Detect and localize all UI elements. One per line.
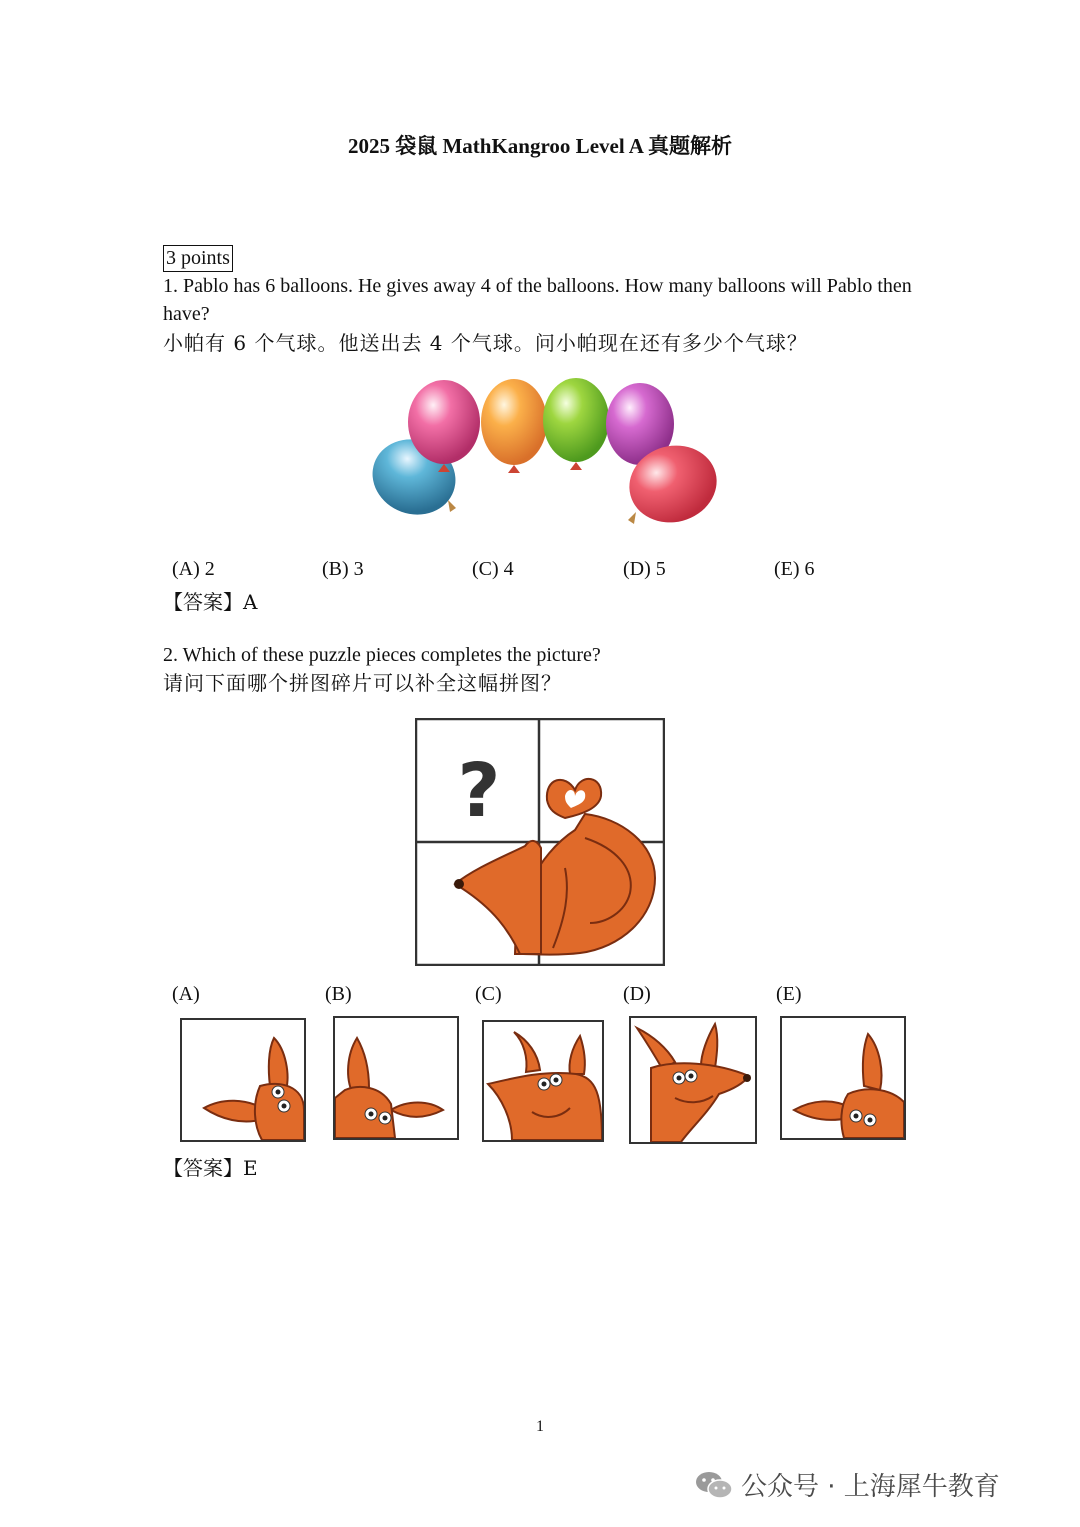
puzzle-piece-a [180,1018,306,1142]
q1-text-en: 1. Pablo has 6 balloons. He gives away 4 of the balloons. How many balloons will Pablo then have? [163,275,912,325]
q1-option-d: (D) 5 [623,558,666,580]
watermark [695,1466,1000,1503]
q2-text-cn: 请问下面哪个拼图碎片可以补全这幅拼图？ [163,671,562,695]
q1-option-a: (A) 2 [172,558,215,580]
q1-option-e: (E) 6 [774,558,815,580]
puzzle-piece-d [629,1016,757,1144]
q1-text-cn: 小帕有 6 个气球。他送出去 4 个气球。问小帕现在还有多少个气球？ [163,331,808,355]
q2-answer: 【答案】E [163,1156,258,1180]
q2-option-label-a: (A) [172,983,200,1005]
q2-option-label-e: (E) [776,983,802,1005]
q2-text-en: 2. Which of these puzzle pieces completes the picture? [163,644,601,666]
puzzle-piece-b [333,1016,459,1140]
q2-option-label-d: (D) [623,983,651,1005]
q1-option-b: (B) 3 [322,558,364,580]
points-label: 3 points [163,245,233,272]
q1-answer: 【答案】A [163,590,258,614]
page-number: 1 [536,1418,544,1435]
q2-option-label-c: (C) [475,983,502,1005]
watermark-text: 公众号 · 上海犀牛教育 [741,1472,1000,1502]
balloons-image [368,372,728,532]
puzzle-piece-c [482,1020,604,1142]
page-title: 2025 袋鼠 MathKangroo Level A 真题解析 [347,134,733,158]
balloon-orange [481,379,547,473]
question-mark: ? [457,748,501,834]
q1-option-c: (C) 4 [472,558,514,580]
q2-option-label-b: (B) [325,983,352,1005]
balloon-green [543,378,609,470]
wechat-icon [695,1470,733,1500]
puzzle-piece-e [780,1016,906,1140]
puzzle-grid [415,718,665,966]
